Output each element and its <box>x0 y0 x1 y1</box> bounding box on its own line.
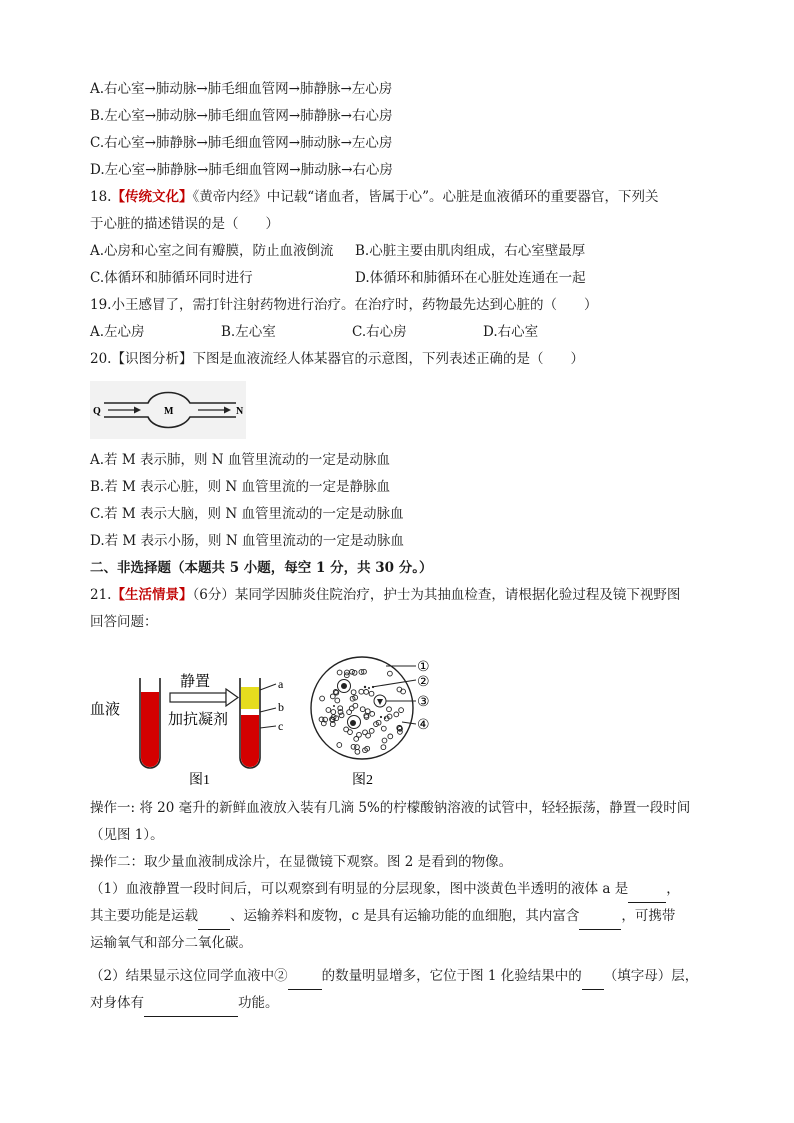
fig1-caption: 图1 <box>189 773 210 788</box>
q21-blank-6[interactable] <box>144 1001 238 1017</box>
q20-arrow-out-head <box>224 407 231 414</box>
q21-part2-text-a1: （2）结果显示这位同学血液中② <box>90 968 288 984</box>
q21-part2-line1 <box>90 963 710 990</box>
q21-blank-3[interactable] <box>579 914 621 930</box>
q21-stem-line1 <box>90 582 710 609</box>
q18-option-b: B.心脏主要由肌肉组成，右心室壁最厚 <box>355 243 586 259</box>
q20-arrow-in-head <box>134 407 141 414</box>
q17-option-c: C.右心室→肺静脉→肺毛细血管网→肺动脉→左心房 <box>90 135 393 151</box>
q18-option-a: A.心房和心室之间有瓣膜，防止血液倒流 <box>90 243 334 259</box>
q21-tag: 【生活情景】 <box>111 587 193 603</box>
fig1-top-label: 静置 <box>180 674 211 690</box>
q21-figures-svg <box>90 646 450 791</box>
q21-stem1: （6分）某同学因肺炎住院治疗，护士为其抽血检查，请根据化验过程及镜下视野图 <box>192 587 681 603</box>
fig2-label-3: ③ <box>417 694 430 710</box>
q20-label-q: Q <box>93 406 101 417</box>
fig1-layer-a: a <box>278 677 284 691</box>
q20-option-a: A.若 M 表示肺，则 N 血管里流动的一定是动脉血 <box>90 452 390 468</box>
q21-number: 21. <box>90 587 112 603</box>
q21-part2-text-b2: 功能。 <box>238 995 279 1011</box>
q18-options-row1 <box>90 238 710 265</box>
q21-part1-text-a-end: ， <box>666 881 680 897</box>
q21-blank-4[interactable] <box>288 974 322 990</box>
q18-stem-line2: 于心脏的描述错误的是（ ） <box>90 216 279 232</box>
q21-part1-text-b1: 其主要功能是运载 <box>90 908 198 924</box>
q21-part2-line2 <box>90 990 710 1017</box>
q20-label-n: N <box>236 406 244 417</box>
q20-option-d: D.若 M 表示小肠，则 N 血管里流动的一定是动脉血 <box>90 533 404 549</box>
q19-stem: 19.小王感冒了，需打针注射药物进行治疗。在治疗时，药物最先达到心脏的（ ） <box>90 297 598 313</box>
fig2-caption: 图2 <box>352 773 373 788</box>
q18-tag: 【传统文化】 <box>111 189 193 205</box>
q21-part1-text-b2: 、运输养料和废物，c 是具有运输功能的血细胞，其内富含 <box>230 908 580 924</box>
q21-blank-2[interactable] <box>198 914 230 930</box>
q18-options-row2 <box>90 265 710 292</box>
q21-part1-text-b3: ，可携带 <box>621 908 676 924</box>
q21-part2-text-b1: 对身体有 <box>90 995 144 1011</box>
fig2-microscope-field <box>311 657 416 759</box>
q21-part1-text-a: （1）血液静置一段时间后，可以观察到有明显的分层现象，图中淡黄色半透明的液体 a 是 <box>90 881 629 897</box>
worksheet-page <box>90 76 710 1017</box>
q18-option-d: D.体循环和肺循环在心脏处连通在一起 <box>355 270 586 286</box>
q19-options <box>90 319 710 346</box>
fig1-bottom-label: 加抗凝剂 <box>168 712 229 728</box>
fig2-label-2: ② <box>417 674 430 690</box>
q21-part2-text-a2: 的数量明显增多，它位于图 1 化验结果中的 <box>321 968 582 984</box>
q17-option-b: B.左心室→肺动脉→肺毛细血管网→肺静脉→右心房 <box>90 108 393 124</box>
q18-stem-line1 <box>90 184 710 211</box>
q21-part2-text-a3: （填字母）层， <box>603 968 699 984</box>
fig2-label-4: ④ <box>417 717 430 733</box>
q21-part1-line1 <box>90 876 710 903</box>
q20-organ-svg <box>90 381 246 439</box>
fig1-tube-left <box>140 678 160 768</box>
q21-operation-2: 操作二：取少量血液制成涂片，在显微镜下观察。图 2 是看到的物像。 <box>90 854 513 870</box>
q19-option-a: A.左心房 <box>90 324 145 340</box>
fig1-layer-b: b <box>278 700 284 714</box>
q17-option-a: A.右心室→肺动脉→肺毛细血管网→肺静脉→左心房 <box>90 81 393 97</box>
fig2-label-1: ① <box>417 659 430 675</box>
q21-part1-line3: 运输氧气和部分二氧化碳。 <box>90 935 252 951</box>
q21-operation-1-line2: （见图 1）。 <box>90 827 164 843</box>
q21-blank-1[interactable] <box>628 887 666 903</box>
q21-blank-5[interactable] <box>582 974 604 990</box>
q19-option-b: B.左心室 <box>221 324 276 340</box>
q21-figures <box>90 646 450 791</box>
q20-option-c: C.若 M 表示大脑，则 N 血管里流动的一定是动脉血 <box>90 506 404 522</box>
q18-stem1: 《黄帝内经》中记载“诸血者，皆属于心”。心脏是血液循环的重要器官，下列关 <box>192 189 659 205</box>
q21-stem-line2: 回答问题： <box>90 614 158 630</box>
q21-part1-line2 <box>90 903 710 930</box>
section-2-heading: 二、非选择题（本题共 5 小题，每空 1 分，共 30 分。） <box>90 560 433 576</box>
fig1-blood-label: 血液 <box>90 702 121 718</box>
q19-option-c: C.右心房 <box>352 324 407 340</box>
q17-option-d: D.左心室→肺静脉→肺毛细血管网→肺动脉→右心房 <box>90 162 393 178</box>
fig1-layer-c: c <box>278 719 284 733</box>
fig1-process-arrow <box>170 689 238 706</box>
q18-number: 18. <box>90 189 112 205</box>
q19-option-d: D.右心室 <box>483 324 539 340</box>
q20-label-m: M <box>164 406 174 417</box>
fig1-tube-right <box>240 678 276 768</box>
q18-option-c: C.体循环和肺循环同时进行 <box>90 270 253 286</box>
q20-stem: 20.【识图分析】下图是血液流经人体某器官的示意图，下列表述正确的是（ ） <box>90 351 584 367</box>
q20-organ-diagram <box>90 381 246 439</box>
q21-operation-1-line1: 操作一: 将 20 毫升的新鲜血液放入装有几滴 5%的柠檬酸钠溶液的试管中，轻轻振荡，静置一段时间 <box>90 800 691 816</box>
q20-option-b: B.若 M 表示心脏，则 N 血管里流的一定是静脉血 <box>90 479 391 495</box>
